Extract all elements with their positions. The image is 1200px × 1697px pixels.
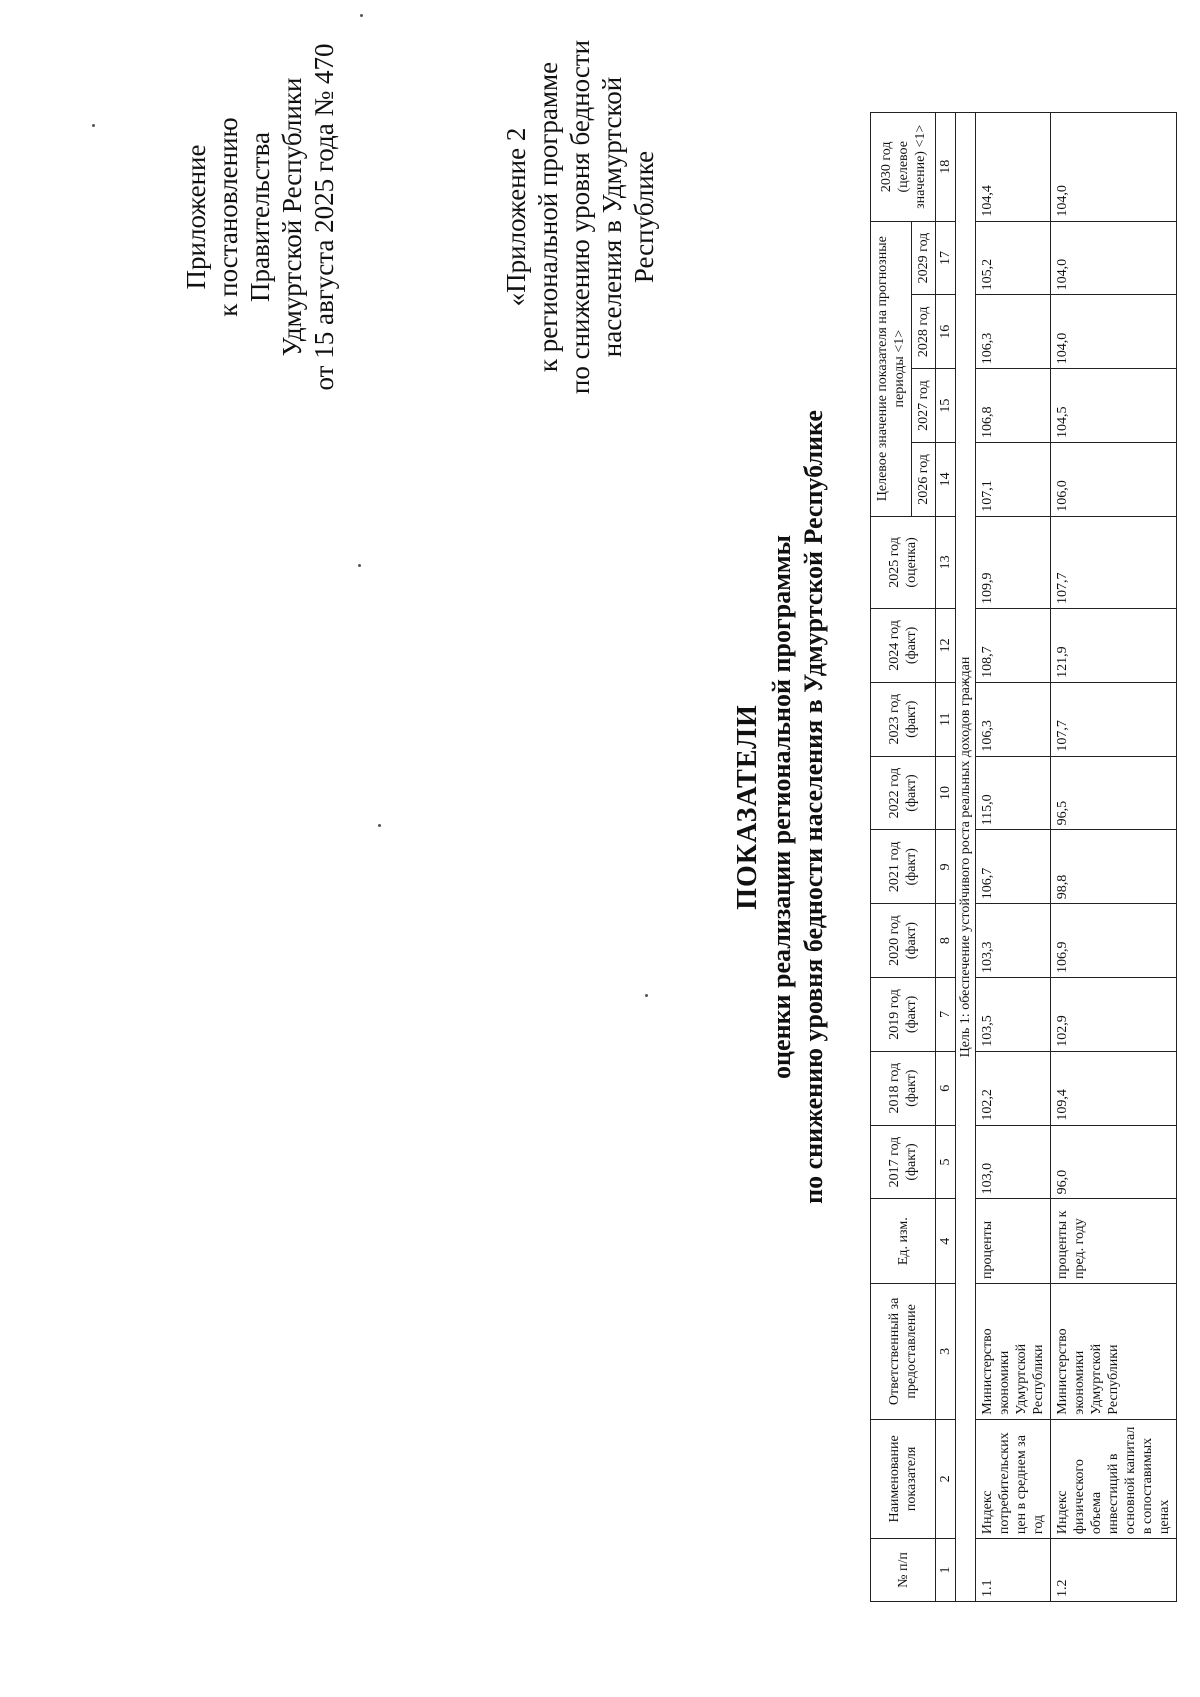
row-value: 108,7 bbox=[976, 609, 1051, 683]
row-value: 96,5 bbox=[1051, 756, 1177, 830]
col-header-2022: 2022 год (факт) bbox=[871, 756, 936, 830]
col-header-2023: 2023 год (факт) bbox=[871, 682, 936, 756]
col-number: 12 bbox=[936, 609, 956, 683]
row-value: 115,0 bbox=[976, 756, 1051, 830]
row-value: 107,1 bbox=[976, 442, 1051, 516]
col-header-2018: 2018 год (факт) bbox=[871, 1051, 936, 1125]
row-unit: проценты к пред. году bbox=[1051, 1199, 1177, 1284]
row-num: 1.2 bbox=[1051, 1539, 1177, 1602]
col-header-name: Наименование показателя bbox=[871, 1419, 936, 1538]
appendix-line-4: от 15 августа 2025 года № 470 bbox=[309, 43, 339, 391]
row-num: 1.1 bbox=[976, 1539, 1051, 1602]
row-value: 106,0 bbox=[1051, 442, 1177, 516]
col-header-2025: 2025 год (оценка) bbox=[871, 516, 936, 608]
col-header-2026: 2026 год bbox=[912, 442, 936, 516]
table-row bbox=[976, 113, 1051, 1602]
appendix-line-1: Приложение bbox=[181, 144, 211, 290]
col-number: 7 bbox=[936, 978, 956, 1052]
appendix-header bbox=[180, 37, 340, 397]
row-value: 109,4 bbox=[1051, 1051, 1177, 1125]
indicators-table-wrap bbox=[870, 112, 1177, 1602]
program-line-2: к региональной программе bbox=[533, 61, 563, 373]
row-value: 104,0 bbox=[1051, 113, 1177, 222]
row-value: 121,9 bbox=[1051, 609, 1177, 683]
col-header-num: № п/п bbox=[871, 1539, 936, 1602]
col-number: 4 bbox=[936, 1199, 956, 1284]
col-number: 15 bbox=[936, 369, 956, 443]
row-value: 107,7 bbox=[1051, 516, 1177, 608]
col-number: 14 bbox=[936, 442, 956, 516]
col-header-2028: 2028 год bbox=[912, 295, 936, 369]
row-value: 98,8 bbox=[1051, 830, 1177, 904]
col-header-target-group: Целевое значение показателя на прогнозные периоды <1> bbox=[871, 221, 912, 516]
program-line-4: населения в Удмуртской Республике bbox=[597, 76, 659, 358]
col-number: 6 bbox=[936, 1051, 956, 1125]
row-value: 104,4 bbox=[976, 113, 1051, 222]
col-header-responsible: Ответственный за предоставление bbox=[871, 1284, 936, 1420]
document-title bbox=[730, 257, 830, 1357]
col-number: 17 bbox=[936, 221, 956, 295]
row-value: 109,9 bbox=[976, 516, 1051, 608]
col-header-2017: 2017 год (факт) bbox=[871, 1125, 936, 1199]
col-number: 18 bbox=[936, 113, 956, 222]
col-number: 5 bbox=[936, 1125, 956, 1199]
indicators-table bbox=[870, 112, 1177, 1602]
row-value: 103,5 bbox=[976, 978, 1051, 1052]
col-number: 10 bbox=[936, 756, 956, 830]
program-line-1: «Приложение 2 bbox=[501, 127, 531, 307]
scan-speck bbox=[378, 824, 381, 827]
scan-speck bbox=[645, 994, 648, 997]
row-value: 96,0 bbox=[1051, 1125, 1177, 1199]
col-number: 13 bbox=[936, 516, 956, 608]
row-value: 103,0 bbox=[976, 1125, 1051, 1199]
program-header bbox=[500, 37, 660, 397]
row-name: Индекс физического объема инвестиций в основной капитал в сопоставимых ценах bbox=[1051, 1419, 1177, 1538]
row-value: 107,7 bbox=[1051, 682, 1177, 756]
goal-row bbox=[956, 113, 976, 1602]
row-value: 106,7 bbox=[976, 830, 1051, 904]
row-name: Индекс потребительских цен в среднем за год bbox=[976, 1419, 1051, 1538]
col-number: 11 bbox=[936, 682, 956, 756]
col-header-unit: Ед. изм. bbox=[871, 1199, 936, 1284]
appendix-line-3: Удмуртской Республики bbox=[277, 77, 307, 357]
program-line-3: по снижению уровня бедности bbox=[565, 39, 595, 395]
col-header-2024: 2024 год (факт) bbox=[871, 609, 936, 683]
col-number: 9 bbox=[936, 830, 956, 904]
col-header-2030: 2030 год (целевое значение) <1> bbox=[871, 113, 936, 222]
row-value: 104,5 bbox=[1051, 369, 1177, 443]
row-unit: проценты bbox=[976, 1199, 1051, 1284]
col-header-2027: 2027 год bbox=[912, 369, 936, 443]
col-header-2020: 2020 год (факт) bbox=[871, 904, 936, 978]
row-value: 104,0 bbox=[1051, 295, 1177, 369]
row-value: 106,3 bbox=[976, 295, 1051, 369]
appendix-line-2: к постановлению Правительства bbox=[213, 117, 275, 317]
col-header-2029: 2029 год bbox=[912, 221, 936, 295]
col-number: 1 bbox=[936, 1539, 956, 1602]
row-value: 106,9 bbox=[1051, 904, 1177, 978]
col-header-2019: 2019 год (факт) bbox=[871, 978, 936, 1052]
header-row-1 bbox=[871, 113, 912, 1602]
col-header-2021: 2021 год (факт) bbox=[871, 830, 936, 904]
col-number: 3 bbox=[936, 1284, 956, 1420]
row-value: 102,2 bbox=[976, 1051, 1051, 1125]
row-value: 105,2 bbox=[976, 221, 1051, 295]
title-line-2: оценки реализации региональной программы bbox=[767, 535, 796, 1079]
row-value: 106,3 bbox=[976, 682, 1051, 756]
scan-speck bbox=[92, 124, 95, 127]
goal-text: Цель 1: обеспечение устойчивого роста реальных доходов граждан bbox=[956, 113, 976, 1602]
row-value: 102,9 bbox=[1051, 978, 1177, 1052]
scan-speck bbox=[358, 564, 361, 567]
row-value: 104,0 bbox=[1051, 221, 1177, 295]
column-number-row bbox=[936, 113, 956, 1602]
col-number: 2 bbox=[936, 1419, 956, 1538]
table-row bbox=[1051, 113, 1177, 1602]
row-responsible: Министерство экономики Удмуртской Республики bbox=[1051, 1284, 1177, 1420]
title-line-1: ПОКАЗАТЕЛИ bbox=[732, 704, 763, 910]
row-responsible: Министерство экономики Удмуртской Республики bbox=[976, 1284, 1051, 1420]
row-value: 106,8 bbox=[976, 369, 1051, 443]
scan-speck bbox=[360, 14, 363, 17]
row-value: 103,3 bbox=[976, 904, 1051, 978]
col-number: 16 bbox=[936, 295, 956, 369]
title-line-3: по снижению уровня бедности населения в Удмуртской Республике bbox=[799, 410, 828, 1204]
col-number: 8 bbox=[936, 904, 956, 978]
